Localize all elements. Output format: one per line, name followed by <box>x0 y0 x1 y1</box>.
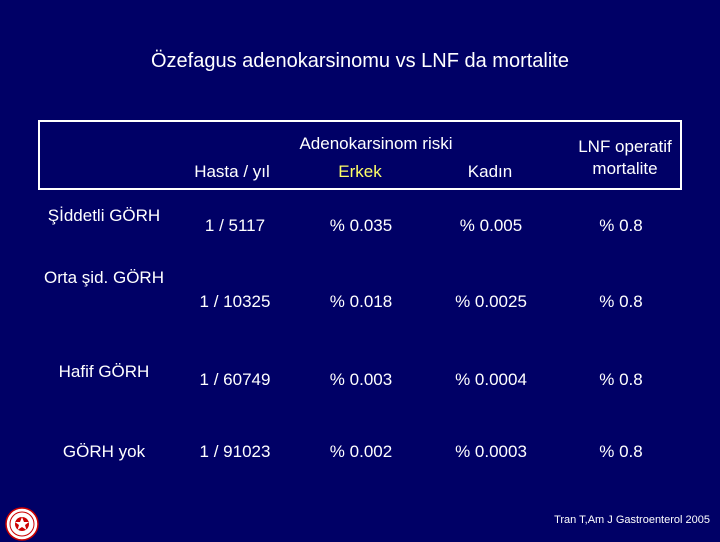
cell-hasta: 1 / 91023 <box>199 442 271 461</box>
header-lnf-mortalite: LNF operatif mortalite <box>578 137 672 178</box>
cell-kadin: % 0.005 <box>459 216 523 235</box>
university-seal-icon <box>4 506 40 542</box>
header-erkek: Erkek <box>338 162 382 181</box>
header-risk-group: Adenokarsinom riski <box>299 134 453 153</box>
row-label-orta: Orta şid. GÖRH <box>44 268 164 287</box>
cell-erkek: % 0.002 <box>329 442 393 461</box>
cell-erkek: % 0.003 <box>329 370 393 389</box>
cell-lnf: % 0.8 <box>599 370 643 389</box>
header-kadin: Kadın <box>467 162 513 181</box>
cell-erkek: % 0.035 <box>329 216 393 235</box>
cell-kadin: % 0.0003 <box>455 442 527 461</box>
header-hasta-yil: Hasta / yıl <box>194 162 270 181</box>
header-divider <box>38 188 682 190</box>
cell-lnf: % 0.8 <box>599 292 643 311</box>
cell-lnf: % 0.8 <box>599 442 643 461</box>
cell-kadin: % 0.0004 <box>455 370 527 389</box>
cell-kadin: % 0.0025 <box>455 292 527 311</box>
slide-title: Özefagus adenokarsinomu vs LNF da mortalite <box>151 50 569 72</box>
cell-erkek: % 0.018 <box>329 292 393 311</box>
row-label-hafif: Hafif GÖRH <box>58 362 150 381</box>
row-label-siddetli: Şİddetli GÖRH <box>47 206 161 225</box>
cell-hasta: 1 / 10325 <box>199 292 271 311</box>
row-label-yok: GÖRH yok <box>62 442 146 461</box>
cell-lnf: % 0.8 <box>599 216 643 235</box>
cell-hasta: 1 / 5117 <box>204 216 266 235</box>
cell-hasta: 1 / 60749 <box>199 370 271 389</box>
citation: Tran T,Am J Gastroenterol 2005 <box>554 514 710 526</box>
